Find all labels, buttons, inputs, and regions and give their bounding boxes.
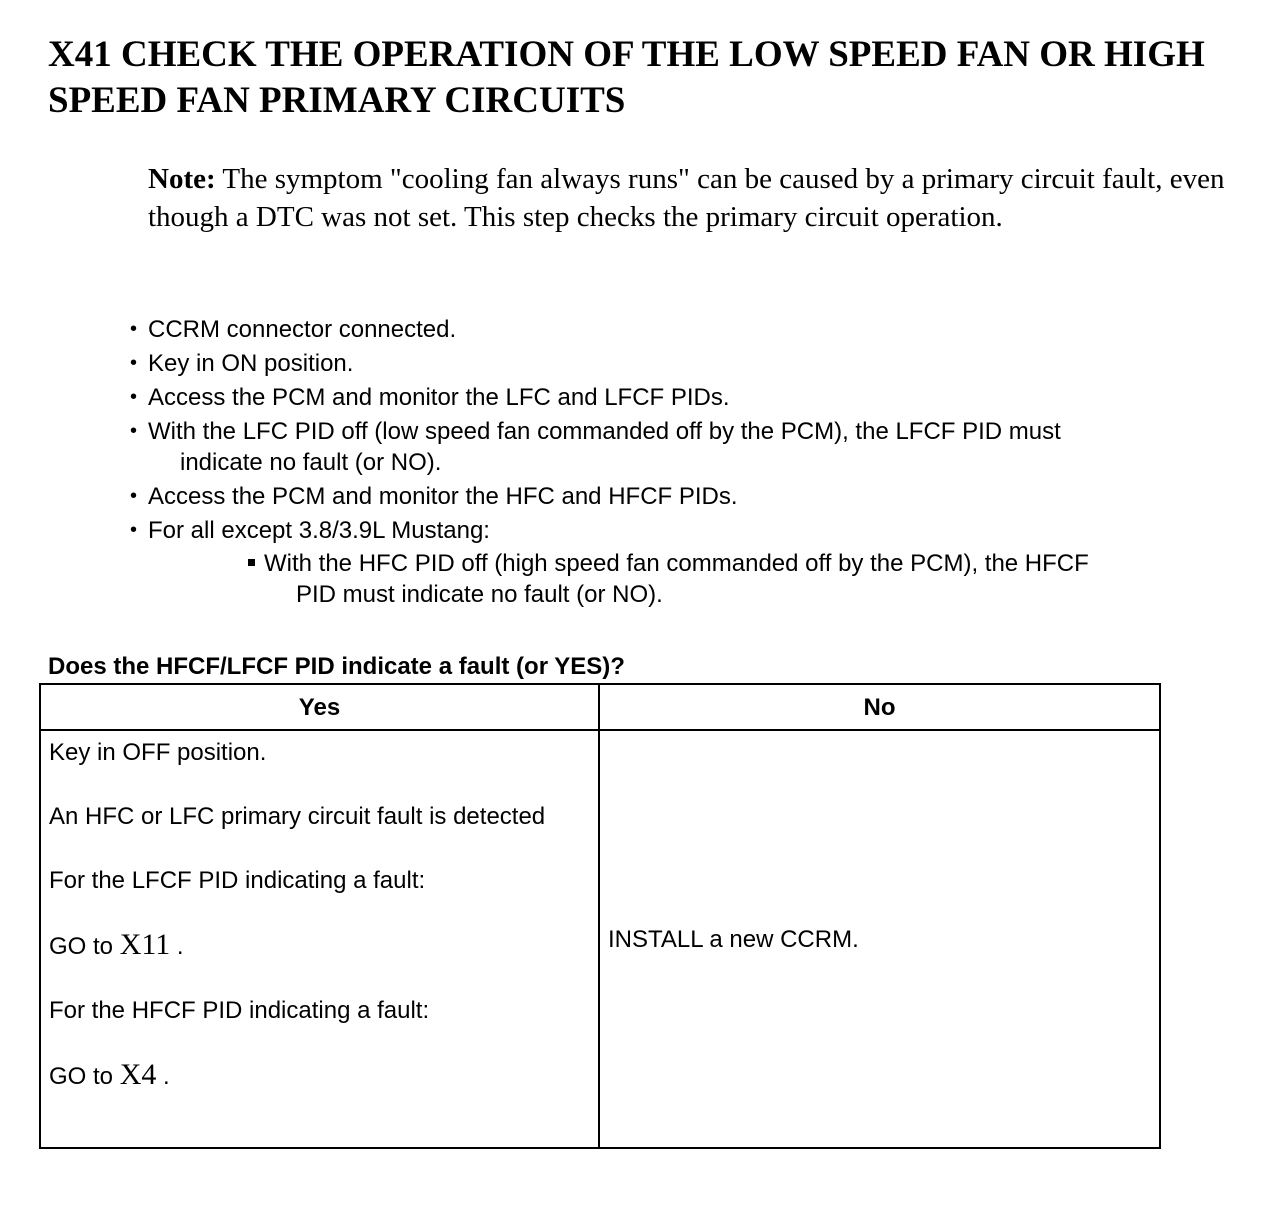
step-item: • With the LFC PID off (low speed fan commanded off by the PCM), the LFCF PID must indicate no fault (or NO). — [130, 416, 1230, 478]
yes-line: Key in OFF position. — [49, 739, 267, 766]
square-bullet-icon — [248, 559, 255, 566]
no-cell: INSTALL a new CCRM. — [599, 730, 1160, 1148]
bullet-icon: • — [130, 352, 138, 374]
step-item: • For all except 3.8/3.9L Mustang: With the HFC PID off (high speed fan commanded off by the PCM), the HFCF PID must indicate no fault (or NO). — [130, 515, 1230, 610]
table-header-row — [40, 684, 1160, 730]
substep-list — [148, 548, 1230, 610]
table-row — [40, 730, 1160, 1148]
note — [148, 160, 1248, 236]
note-text: The symptom "cooling fan always runs" can be caused by a primary circuit fault, even though a DTC was not set. This step checks the primary circuit operation. — [148, 163, 1225, 233]
step-continuation: indicate no fault (or NO). — [180, 449, 442, 476]
bullet-icon: • — [130, 386, 138, 408]
step-item: • Key in ON position. — [130, 350, 354, 377]
step-item: • Access the PCM and monitor the HFC and HFCF PIDs. — [130, 483, 738, 510]
note-label: Note: — [148, 163, 216, 195]
yes-line: For the LFCF PID indicating a fault: — [49, 867, 426, 894]
substep-item: With the HFC PID off (high speed fan commanded off by the PCM), the HFCF PID must indicate no fault (or NO). — [248, 548, 1230, 610]
step-item: • Access the PCM and monitor the LFC and LFCF PIDs. — [130, 384, 730, 411]
bullet-icon: • — [130, 420, 138, 442]
yes-cell — [40, 730, 599, 1148]
link-x11[interactable]: X11 — [119, 928, 171, 961]
step-item: • CCRM connector connected. — [130, 316, 457, 343]
yes-line: For the HFCF PID indicating a fault: — [49, 997, 430, 1024]
bullet-icon: • — [130, 485, 138, 507]
no-header: No — [599, 684, 1160, 730]
yes-header: Yes — [40, 684, 599, 730]
step-list — [130, 314, 1230, 613]
decision-table — [39, 683, 1161, 1149]
bullet-icon: • — [130, 318, 138, 340]
bullet-icon: • — [130, 519, 138, 541]
link-x4[interactable]: X4 — [119, 1058, 157, 1091]
question: Does the HFCF/LFCF PID indicate a fault (or YES)? — [48, 653, 625, 680]
go-to-x11: GO to X11 . — [49, 928, 184, 961]
yes-line: An HFC or LFC primary circuit fault is detected — [49, 803, 546, 830]
substep-continuation: PID must indicate no fault (or NO). — [296, 581, 663, 608]
page-title: X41 CHECK THE OPERATION OF THE LOW SPEED FAN OR HIGH SPEED FAN PRIMARY CIRCUITS — [48, 34, 1205, 121]
go-to-x4: GO to X4 . — [49, 1058, 170, 1091]
